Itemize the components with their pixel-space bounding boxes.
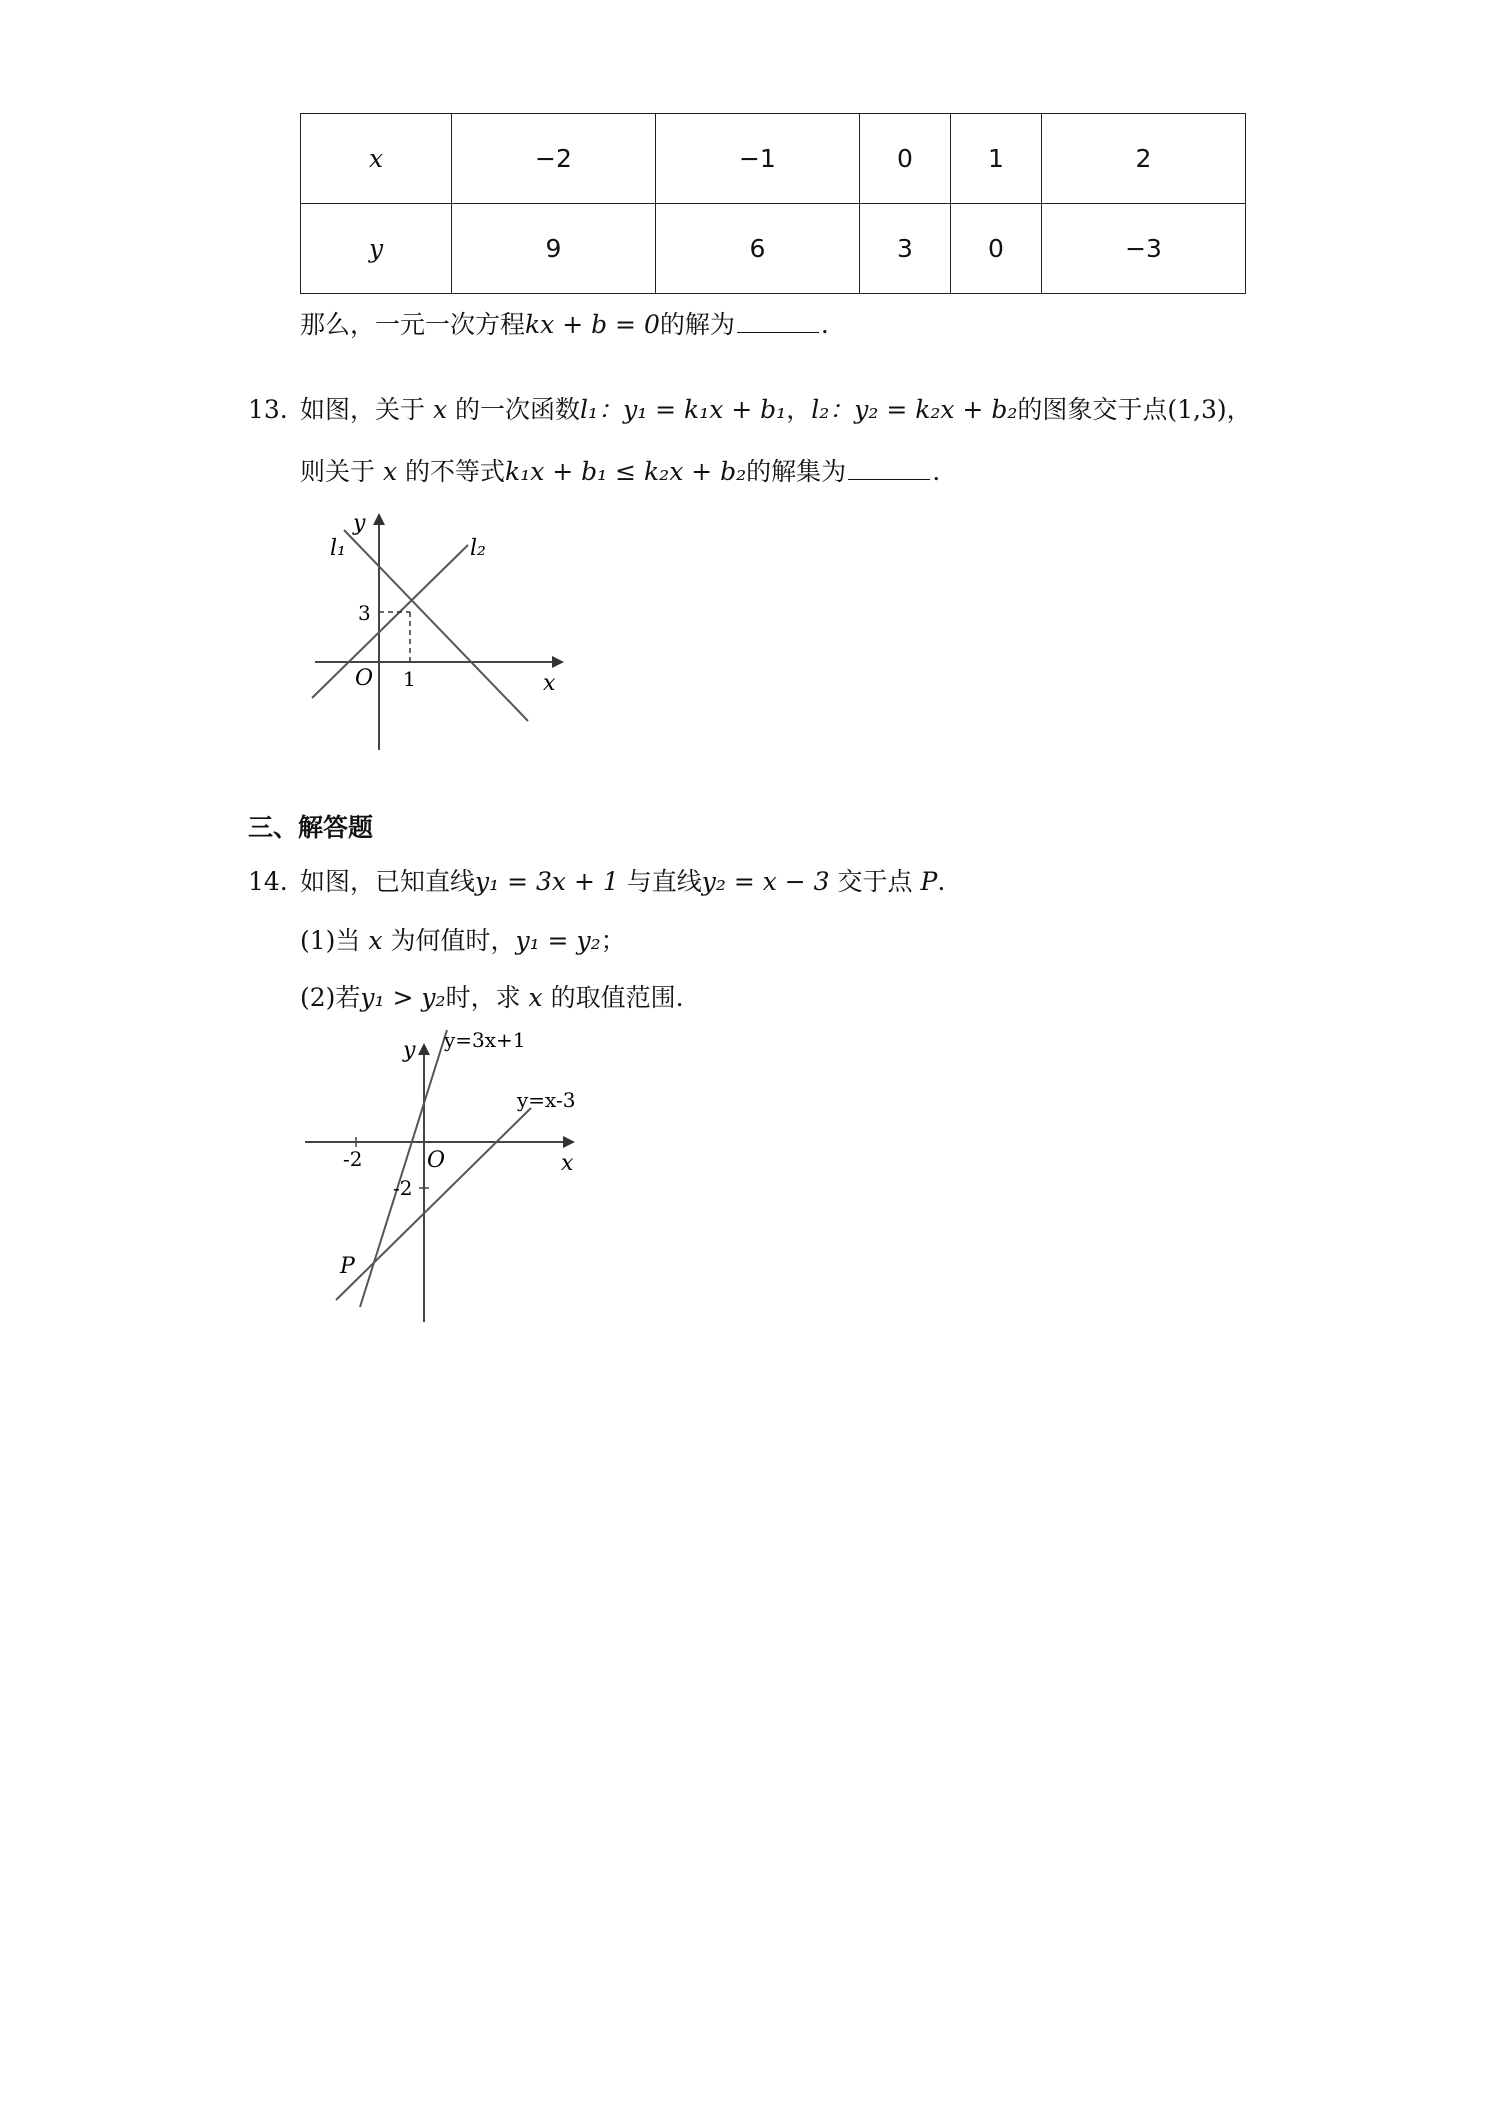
line-label-1: y=3x+1 (444, 1028, 526, 1052)
x-axis-label: x (561, 1151, 574, 1176)
table-cell: 0 (859, 114, 950, 204)
point-p: P (920, 867, 938, 896)
var-x: x (368, 926, 383, 955)
table-cell: 1 (950, 114, 1041, 204)
q14-part1 (300, 925, 626, 957)
q14-text: (2)若 (300, 983, 361, 1012)
q13-text: 的不等式 (405, 457, 506, 486)
table-cell: 6 (655, 204, 859, 294)
origin-label: O (427, 1148, 446, 1173)
tick-label-y: -2 (393, 1176, 413, 1200)
l1-definition: l₁：y₁ = k₁x + b₁ (580, 395, 787, 424)
table-cell: −2 (452, 114, 656, 204)
var-x: x (432, 395, 448, 424)
semicolon: ； (600, 926, 626, 955)
separator: ， (786, 395, 812, 424)
value-table (300, 113, 1246, 294)
y-axis-label: y (353, 511, 366, 536)
q13-text: 的图象交于点(1,3)， (1017, 395, 1252, 424)
point-p-label: P (340, 1254, 355, 1279)
y-axis-label: y (403, 1038, 416, 1063)
q13-line1 (300, 394, 1252, 426)
var-x: x (382, 457, 398, 486)
table-cell: 9 (452, 204, 656, 294)
q14-text: 与直线 (626, 867, 702, 896)
table-header-x: x (301, 114, 452, 204)
q14-part1-equation: y₁ = y₂ (515, 926, 601, 955)
table-row (301, 204, 1246, 294)
q13-text: 如图，关于 (300, 395, 426, 424)
q13-text: 的解集为 (746, 457, 847, 486)
q14-text: (1)当 (300, 926, 361, 955)
q12-equation: kx + b = 0 (525, 310, 660, 339)
q14-text: 时，求 (445, 983, 521, 1012)
q14-figure (300, 1025, 600, 1325)
line-l1 (344, 530, 528, 721)
table-cell: 3 (859, 204, 950, 294)
table-header-y: y (301, 204, 452, 294)
table-row (301, 114, 1246, 204)
period: . (820, 310, 829, 339)
q14-text: 如图，已知直线 (300, 867, 476, 896)
answer-blank[interactable] (737, 308, 819, 333)
q14-part2 (300, 982, 684, 1014)
line-label-2: y=x-3 (517, 1088, 576, 1112)
l2-label: l₂ (470, 536, 486, 561)
tick-label-x: -2 (343, 1147, 363, 1171)
l1-label: l₁ (330, 536, 346, 561)
table-cell: 0 (950, 204, 1041, 294)
tick-label-x: 1 (403, 667, 416, 691)
line-l2 (312, 545, 468, 698)
x-axis-label: x (543, 671, 556, 696)
section-title: 三、解答题 (248, 813, 374, 842)
q13-text: 则关于 (300, 457, 376, 486)
table-cell: 2 (1042, 114, 1246, 204)
q13-line2 (300, 455, 940, 488)
q12-text: 那么，一元一次方程 (300, 310, 526, 339)
period: . (932, 457, 941, 486)
l2-definition: l₂：y₂ = k₂x + b₂ (811, 395, 1018, 424)
line-y-x-minus-3 (336, 1108, 531, 1300)
q13-inequality: k₁x + b₁ ≤ k₂x + b₂ (505, 457, 747, 486)
var-x: x (528, 983, 543, 1012)
q14-part2-inequality: y₁ > y₂ (360, 983, 446, 1012)
table-cell: −1 (655, 114, 859, 204)
q14-text: 的取值范围. (550, 983, 684, 1012)
tick-label-y: 3 (358, 601, 371, 625)
q14-number: 14. (248, 867, 288, 896)
period: . (937, 867, 946, 896)
answer-blank[interactable] (848, 455, 930, 480)
q14-stem (300, 866, 945, 898)
q14-text: 为何值时， (390, 926, 516, 955)
q13-figure (300, 505, 580, 755)
origin-label: O (355, 666, 374, 691)
table-cell: −3 (1042, 204, 1246, 294)
q13-number: 13. (248, 395, 288, 424)
q12-answer-line (300, 308, 829, 341)
q14-equation-1: y₁ = 3x + 1 (475, 867, 619, 896)
q12-text-suffix: 的解为 (659, 310, 735, 339)
q14-equation-2: y₂ = x − 3 (701, 867, 830, 896)
q13-text: 的一次函数 (455, 395, 581, 424)
q14-text: 交于点 (837, 867, 913, 896)
